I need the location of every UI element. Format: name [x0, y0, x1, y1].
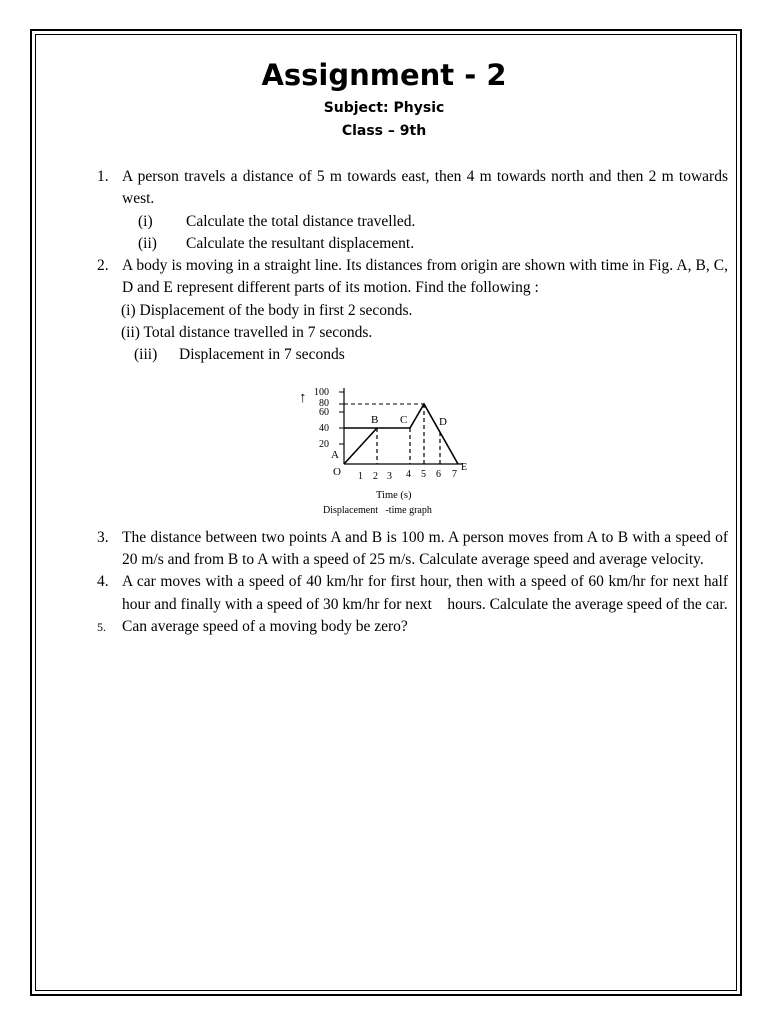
question-3: [92, 527, 728, 572]
part-text: (ii) Total distance travelled in 7 seconds.: [121, 324, 373, 342]
part-text: Calculate the resultant displacement.: [186, 234, 415, 252]
x-tick-label: 6: [436, 469, 441, 480]
point-label-a: A: [331, 449, 339, 461]
question-4: [92, 571, 728, 616]
x-axis-label: Time (s): [376, 490, 412, 501]
question-text: A body is moving in a straight line. Its distances from origin are shown with time in Fig. A, B, C, D and E represent different parts of its motion. Find the following :: [122, 257, 728, 297]
question-number: 5.: [97, 619, 106, 634]
axis-arrow: ↑: [299, 390, 307, 406]
x-tick-label: 4: [406, 469, 411, 480]
part-numeral: (ii): [138, 234, 157, 252]
question-number: 1.: [97, 168, 109, 185]
question-5: [92, 616, 728, 638]
x-tick-label: 5: [421, 469, 426, 480]
question-text: Can average speed of a moving body be zero?: [122, 617, 408, 635]
part-text: (i) Displacement of the body in first 2 seconds.: [121, 301, 413, 319]
displacement-time-graph: [290, 380, 490, 520]
part-numeral: (i): [138, 212, 153, 230]
part-text: Displacement in 7 seconds: [179, 346, 345, 364]
question-text: The distance between two points A and B is 100 m. A person moves from A to B with a speed of 20 m/s and from B to A with a speed of 25 m/s. Calculate average speed and average velocity.: [122, 528, 728, 568]
figure-caption: Displacement -time graph: [323, 505, 432, 516]
origin-label: O: [333, 466, 341, 478]
y-tick-label: 100: [314, 387, 329, 398]
x-tick-label: 7: [452, 469, 457, 480]
x-tick-label: 2: [373, 471, 378, 482]
y-tick-label: 20: [319, 439, 329, 450]
point-label-b: B: [371, 414, 379, 426]
question-text: A person travels a distance of 5 m towards east, then 4 m towards north and then 2 m towards west.: [122, 168, 728, 208]
y-tick-label: 40: [319, 423, 329, 434]
point-label-e: E: [461, 462, 468, 473]
y-tick-label: 80: [319, 398, 329, 409]
subject-line: Subject: Physic: [323, 100, 445, 116]
motion-path: [344, 404, 458, 464]
question-number: 4.: [97, 573, 109, 591]
class-line: Class – 9th: [341, 123, 427, 139]
x-tick-label: 3: [387, 471, 392, 482]
question-2: [92, 255, 728, 300]
y-tick-label: 60: [319, 407, 329, 418]
page-title: Assignment - 2: [261, 58, 507, 92]
part-text: Calculate the total distance travelled.: [186, 212, 416, 230]
question-1-part-ii: [92, 233, 728, 255]
question-1: [92, 166, 728, 211]
question-2-part-iii: [92, 344, 728, 366]
question-2-part-i: [92, 300, 728, 322]
question-number: 2.: [97, 257, 109, 275]
question-number: 3.: [97, 528, 109, 546]
question-text: A car moves with a speed of 40 km/hr for first hour, then with a speed of 60 km/hr for next half hour and finally with a speed of 30 km/hr for next hours. Calculate the average speed of the car.: [122, 573, 728, 613]
question-1-part-i: [92, 211, 728, 233]
displacement-time-figure: [290, 380, 490, 520]
point-label-d: D: [439, 416, 447, 428]
question-2-part-ii: [92, 322, 728, 344]
point-label-c: C: [400, 414, 408, 426]
part-numeral: (iii): [134, 346, 158, 364]
x-tick-label: 1: [358, 471, 363, 482]
